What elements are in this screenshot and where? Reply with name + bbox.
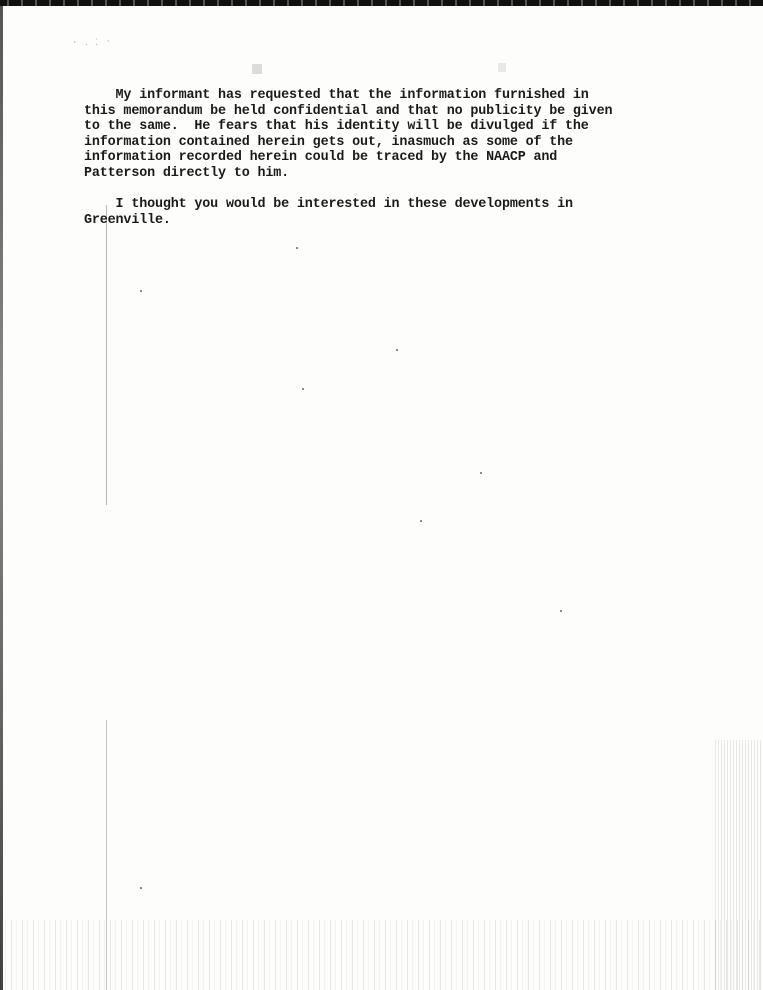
text-line: this memorandum be held confidential and that no publicity be given xyxy=(84,103,613,119)
scan-speck xyxy=(140,887,142,889)
scan-speck xyxy=(420,520,422,522)
corner-smudge-mark: · ․ ⁚ ˑ xyxy=(72,38,112,48)
scan-noise-bottom xyxy=(0,920,763,990)
scan-speck xyxy=(302,388,304,390)
memo-body xyxy=(84,88,684,228)
scan-speck xyxy=(296,247,298,249)
scan-speck xyxy=(480,472,482,474)
paragraph-informant xyxy=(84,88,684,182)
margin-rule xyxy=(106,205,107,505)
text-line: information contained herein gets out, inasmuch as some of the xyxy=(84,134,573,150)
text-line: Greenville. xyxy=(84,212,171,228)
text-line: information recorded herein could be traced by the NAACP and xyxy=(84,150,558,166)
text-line: My informant has requested that the information furnished in xyxy=(84,88,589,103)
scan-smudge xyxy=(498,63,506,72)
scan-speck xyxy=(396,349,398,351)
scan-top-edge xyxy=(0,0,763,6)
scan-speck xyxy=(560,610,562,612)
text-line: to the same. He fears that his identity will be divulged if the xyxy=(84,119,589,135)
scan-speck xyxy=(140,290,142,292)
scan-left-edge xyxy=(0,6,3,990)
text-line: I thought you would be interested in these developments in xyxy=(84,197,573,213)
text-line: Patterson directly to him. xyxy=(84,165,290,181)
scan-smudge xyxy=(252,64,262,74)
paragraph-closing xyxy=(84,197,684,228)
